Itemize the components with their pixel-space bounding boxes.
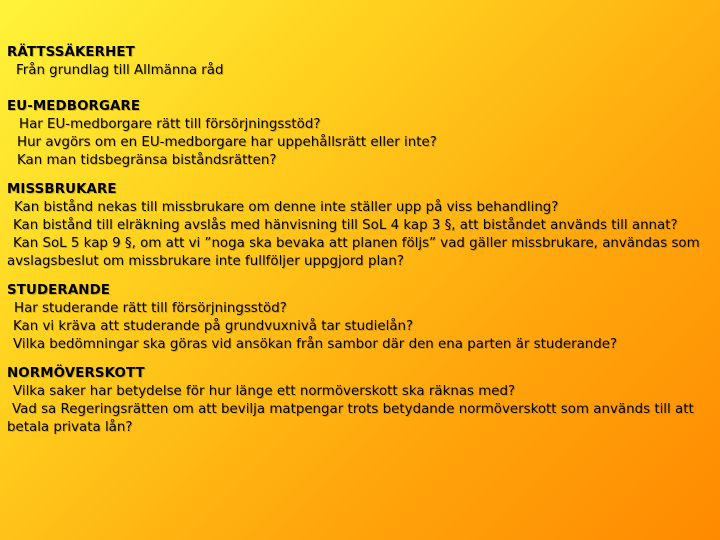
bullet-item: Kan man tidsbegränsa biståndsrätten?	[17, 153, 277, 168]
bullet-item: Kan bistånd till elräkning avslås med hänvisning till SoL 4 kap 3 §, att biståndet används till annat?	[13, 218, 678, 233]
section-heading: RÄTTSSÄKERHET	[7, 45, 135, 60]
bullet-item: Vad sa Regeringsrätten om att bevilja matpengar trots betydande normöverskott som används till att betala privata lån?	[7, 402, 694, 435]
section-heading: STUDERANDE	[7, 283, 111, 298]
section-normoverskott	[7, 365, 715, 437]
bullet-item: Kan vi kräva att studerande på grundvuxnivå tar studielån?	[13, 319, 414, 334]
bullet-item: Från grundlag till Allmänna råd	[16, 63, 224, 78]
bullet-item: Har studerande rätt till försörjningsstöd?	[14, 301, 287, 316]
slide-content	[7, 44, 715, 437]
section-heading: MISSBRUKARE	[7, 182, 117, 197]
section-rattssakerhet	[7, 44, 715, 80]
bullet-item: Kan bistånd nekas till missbrukare om denne inte ställer upp på viss behandling?	[14, 200, 559, 215]
bullet-item: Har EU-medborgare rätt till försörjningsstöd?	[19, 117, 321, 132]
section-studerande	[7, 282, 715, 354]
section-missbrukare	[7, 181, 715, 271]
section-heading: EU-MEDBORGARE	[7, 99, 141, 114]
section-eu-medborgare	[7, 98, 715, 170]
bullet-item: Vilka saker har betydelse för hur länge ett normöverskott ska räknas med?	[13, 384, 516, 399]
bullet-item: Vilka bedömningar ska göras vid ansökan från sambor där den ena parten är studerande?	[13, 337, 618, 352]
section-heading: NORMÖVERSKOTT	[7, 366, 145, 381]
bullet-item: Kan SoL 5 kap 9 §, om att vi ”noga ska bevaka att planen följs” vad gäller missbrukare, användas som avslagsbeslut om missbrukare inte fullföljer uppgjord plan?	[7, 236, 700, 269]
bullet-item: Hur avgörs om en EU-medborgare har uppehållsrätt eller inte?	[17, 135, 437, 150]
